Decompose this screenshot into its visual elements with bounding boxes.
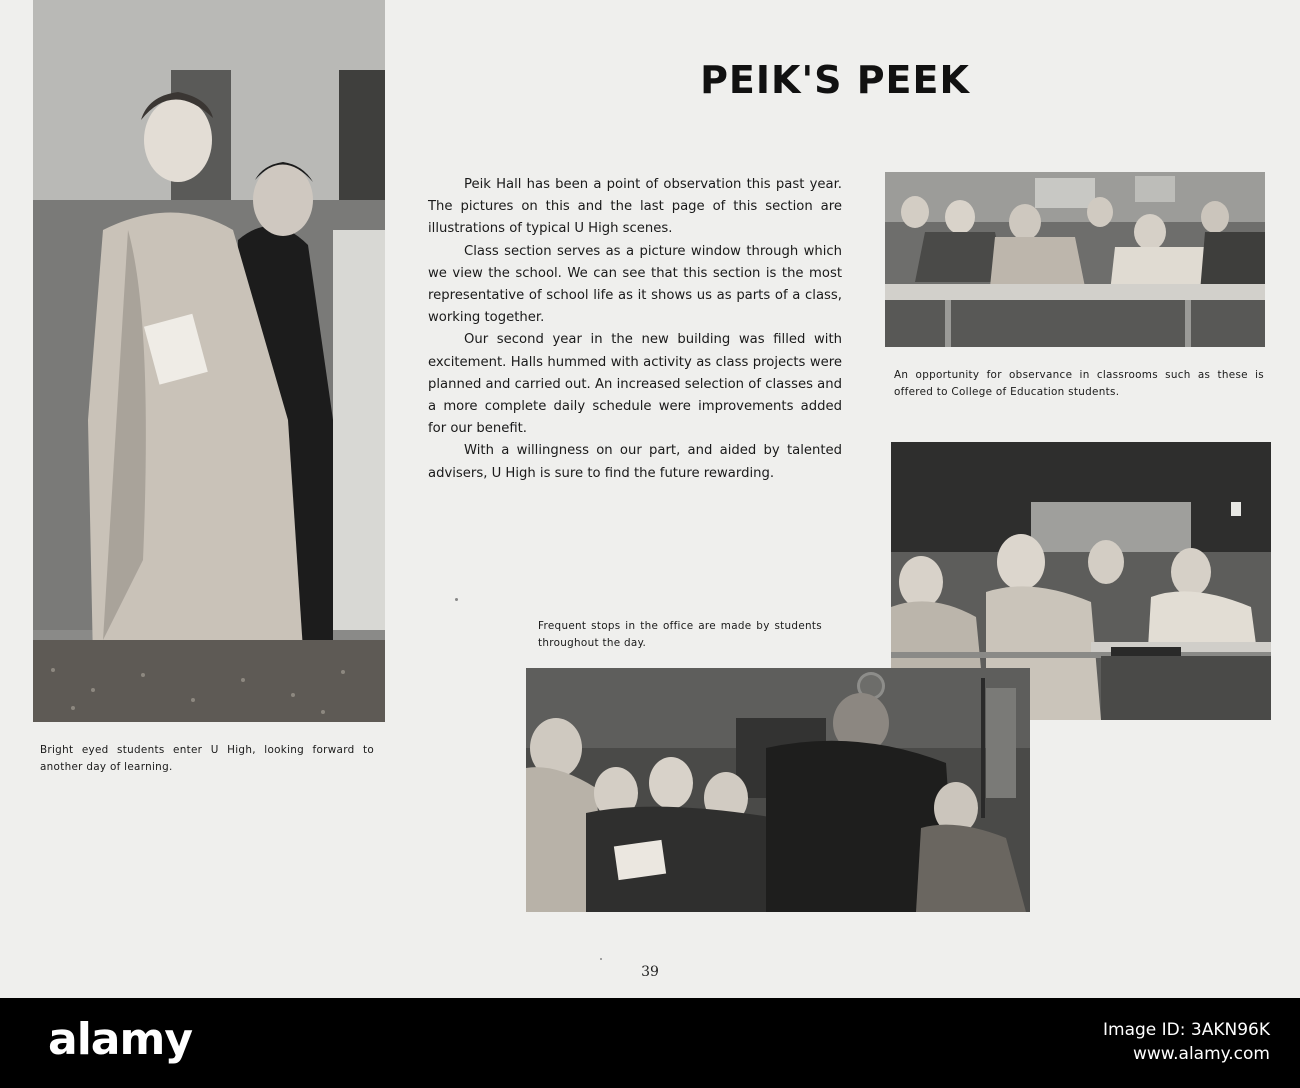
brand-logo: alamy xyxy=(48,1014,192,1065)
paragraph-3: Our second year in the new building was filled with excitement. Halls hummed with activity as class projects were planned and carried out. An increased selection of classes and a more complete daily schedule were improvements added for our benefit. xyxy=(428,332,842,437)
paragraph-4: With a willingness on our part, and aided by talented advisers, U High is sure to find the future rewarding. xyxy=(428,443,842,481)
caption-entrance: Bright eyed students enter U High, looking forward to another day of learning. xyxy=(40,744,374,773)
photo-office xyxy=(526,668,1030,912)
paragraph-2: Class section serves as a picture window through which we view the school. We can see that this section is the most representative of school life as it shows us as parts of a class, working together. xyxy=(428,243,842,326)
caption-classroom: An opportunity for observance in classrooms such as these is offered to College of Education students. xyxy=(894,369,1264,398)
printing-speck xyxy=(455,598,458,601)
article-body xyxy=(428,174,842,485)
page-number: 39 xyxy=(641,964,659,980)
photo-students-entering xyxy=(33,0,385,722)
watermark-footer xyxy=(0,998,1300,1088)
paragraph-1: Peik Hall has been a point of observation this past year. The pictures on this and the last page of this section are illustrations of typical U High scenes. xyxy=(428,177,842,237)
image-id: Image ID: 3AKN96K xyxy=(1103,1020,1270,1040)
brand-meta xyxy=(1103,1018,1270,1066)
photo-classroom-observance xyxy=(885,172,1265,347)
page-title: PEIK'S PEEK xyxy=(700,58,970,102)
printing-speck xyxy=(600,958,602,960)
caption-office: Frequent stops in the office are made by students throughout the day. xyxy=(538,620,822,649)
site-url: www.alamy.com xyxy=(1132,1044,1270,1064)
